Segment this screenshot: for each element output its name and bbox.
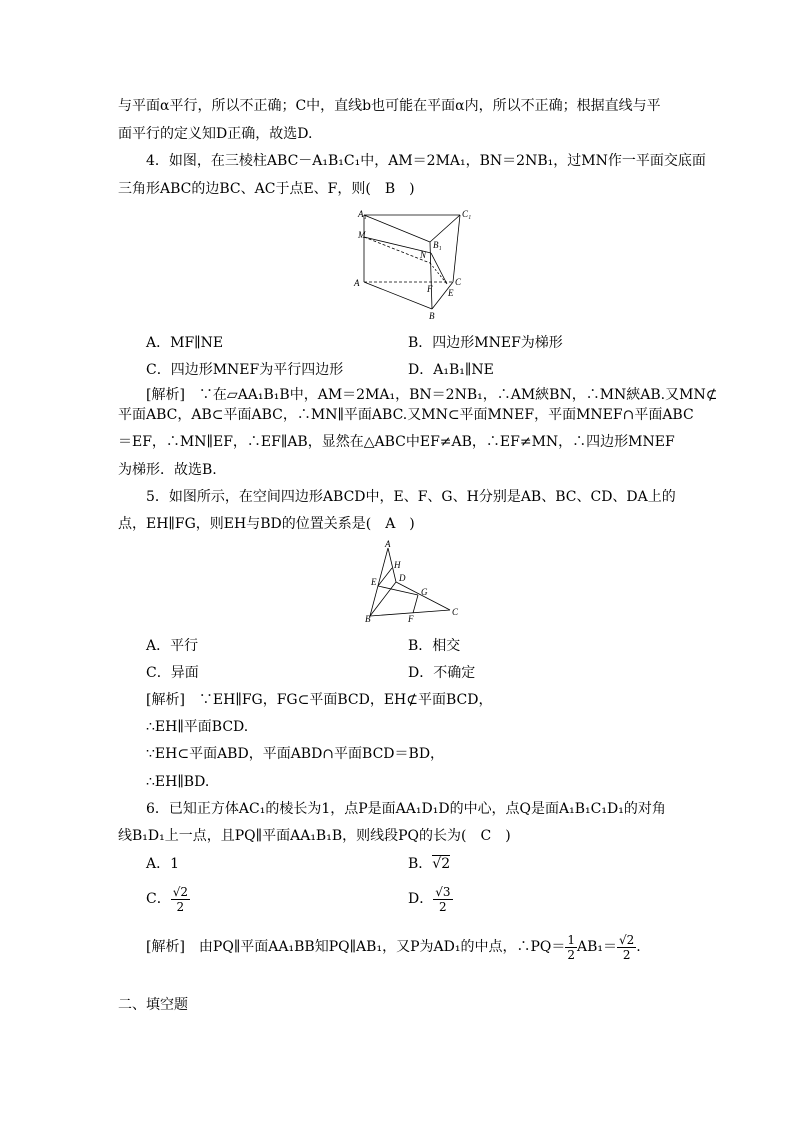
option-a: A．平行 (146, 638, 199, 654)
denominator: 2 (622, 947, 631, 962)
section-heading: 二、填空题 (118, 997, 188, 1013)
label-C: C (452, 607, 459, 617)
label-C: C (455, 277, 462, 287)
question-4-stem: 4．如图，在三棱柱ABC－A₁B₁C₁中，AM＝2MA₁，BN＝2NB₁，过MN作一平面交底面 (146, 153, 706, 169)
solution-text: AB₁＝ (576, 939, 617, 955)
option-c: C．四边形MNEF为平行四边形 (146, 362, 344, 378)
label-A: A (385, 540, 391, 549)
denominator: 2 (176, 899, 185, 914)
denominator: 2 (567, 947, 575, 962)
numerator: √2 (619, 932, 635, 947)
option-a: A．1 (146, 856, 180, 872)
solution-line: ∴EH∥平面BCD. (146, 719, 249, 735)
tetrahedron-figure (358, 540, 468, 624)
label-B1: B₁ (433, 240, 442, 250)
label-B: B (365, 614, 371, 624)
fraction-sqrt3-over-2 (433, 885, 452, 914)
label-B: B (429, 311, 435, 321)
denominator: 2 (439, 899, 447, 914)
sqrt-2: √2 (432, 856, 451, 872)
solution-line: [解析] ∵在▱AA₁B₁B中，AM＝2MA₁，BN＝2NB₁，∴AM綊BN，∴MN綊AB.又MN⊄ (146, 387, 718, 403)
option-a: A．MF∥NE (146, 335, 224, 351)
fraction-sqrt2-over-2 (171, 885, 190, 914)
solution-line: ＝EF，∴MN∥EF，∴EF∥AB，显然在△ABC中EF≠AB，∴EF≠MN，∴四边形MNEF (118, 434, 675, 450)
solution-line: ∵EH⊂平面ABD，平面ABD∩平面BCD＝BD， (146, 746, 445, 762)
option-c: C．异面 (146, 665, 199, 681)
solution-line: [解析] ∵EH∥FG，FG⊂平面BCD，EH⊄平面BCD， (146, 692, 493, 708)
fraction-sqrt2-over-2 (617, 933, 636, 962)
question-6-stem: 6．已知正方体AC₁的棱长为1，点P是面AA₁D₁D的中心，点Q是面A₁B₁C₁D₁的对角 (146, 801, 666, 817)
option-b-label: B． (408, 856, 433, 872)
question-4-stem: 三角形ABC的边BC、AC于点E、F，则( B ) (118, 181, 415, 197)
numerator: √2 (172, 884, 188, 899)
label-A1: A₁ (358, 209, 367, 219)
option-c-label: C． (146, 891, 171, 907)
solution-line: 平面ABC，AB⊂平面ABC，∴MN∥平面ABC.又MN⊂平面MNEF，平面MNEF∩平面ABC (118, 407, 694, 423)
question-5-stem: 点，EH∥FG，则EH与BD的位置关系是( A ) (118, 516, 415, 532)
option-d: D．不确定 (408, 665, 476, 681)
numerator: 1 (567, 932, 575, 947)
label-D: D (399, 573, 406, 583)
option-b (408, 855, 450, 873)
label-A: A (354, 278, 360, 288)
label-E: E (371, 577, 377, 587)
solution-line: 为梯形．故选B. (118, 462, 217, 478)
prism-figure (350, 206, 480, 322)
label-H: H (394, 560, 401, 570)
period: . (636, 939, 641, 955)
option-c (146, 880, 190, 918)
question-6-stem: 线B₁D₁上一点，且PQ∥平面AA₁B₁B，则线段PQ的长为( C ) (118, 828, 511, 844)
text-line: 与平面α平行，所以不正确；C中，直线b也可能在平面α内，所以不正确；根据直线与平 (118, 98, 661, 114)
label-F: F (427, 284, 433, 294)
option-d: D．A₁B₁∥NE (408, 362, 494, 378)
label-F: F (408, 614, 414, 624)
option-d (408, 880, 453, 918)
option-b: B．四边形MNEF为梯形 (408, 335, 563, 351)
label-M: M (358, 230, 366, 240)
option-b: B．相交 (408, 638, 461, 654)
text-line: 面平行的定义知D正确，故选D. (118, 126, 313, 142)
label-G: G (421, 587, 428, 597)
numerator: √3 (435, 884, 451, 899)
label-C1: C₁ (462, 209, 472, 219)
solution-line: ∴EH∥BD. (146, 774, 210, 790)
fraction-1-over-2 (565, 933, 577, 962)
question-5-stem: 5．如图所示，在空间四边形ABCD中，E、F、G、H分别是AB、BC、CD、DA上的 (146, 489, 676, 505)
label-E: E (448, 288, 454, 298)
option-d-label: D． (408, 891, 434, 907)
solution-line (146, 928, 641, 966)
solution-text: [解析] 由PQ∥平面AA₁BB知PQ∥AB₁，又P为AD₁的中点，∴PQ＝ (146, 939, 566, 955)
label-N: N (420, 250, 427, 260)
